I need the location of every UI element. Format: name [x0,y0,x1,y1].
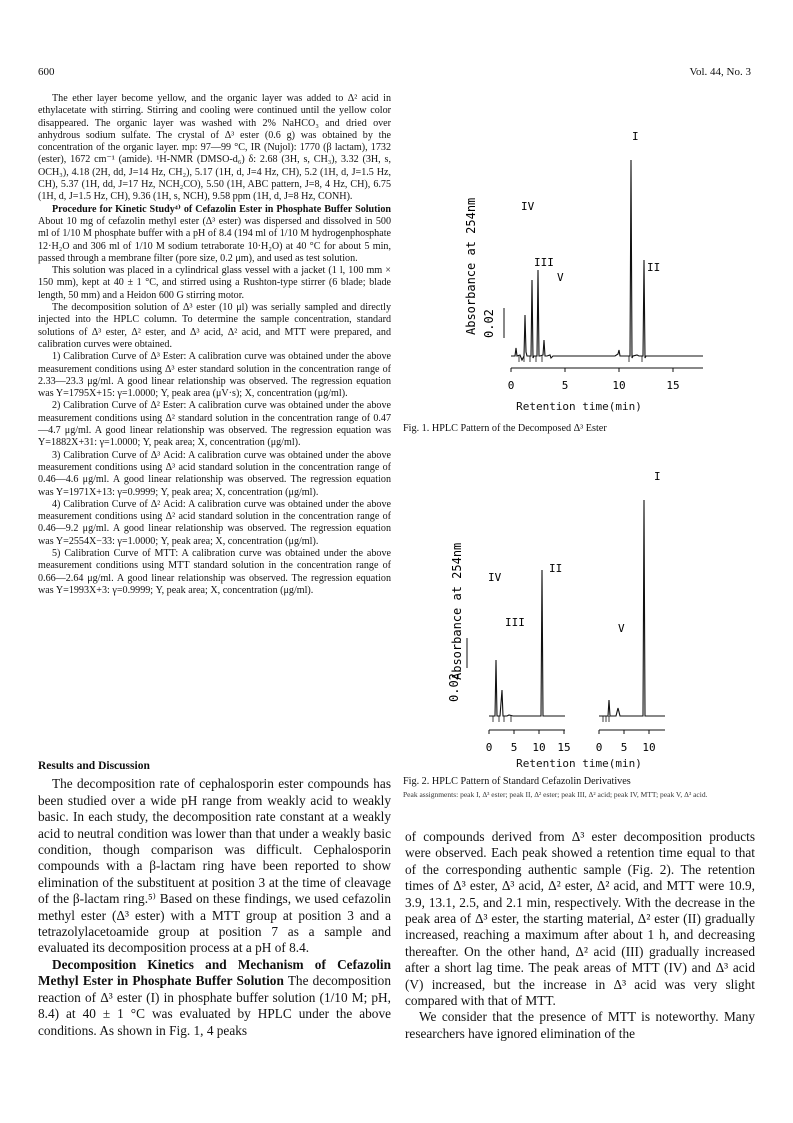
baseline-marks [493,716,609,722]
section-heading: Results and Discussion [38,760,150,772]
calibration-item: 3) Calibration Curve of Δ³ Acid: A calibration curve was obtained under the above measurement conditions using Δ³ acid standard solution in the concentration range of 0.46—4.6 μg/ml. A good linear relationship was observed. The regression equation was Y=1971X+13: γ=0.9999; Y, peak area; X, concentration (μg/ml). [38,449,391,498]
left-column-results [38,752,391,1039]
peak-labels [488,470,661,635]
paragraph: The decomposition rate of cephalosporin ester compounds has been studied over a wide pH range from weakly acid to weakly basic. In each study, the decomposition rate constant at a weakly acid to neutral condition was lower than that under a weakly basic condition, though comparison was difficult. Cephalosporin compounds with a β-lactam ring have been reported to show elimination of the substituent at position 3 at the time of cleavage of the β-lactam ring.⁵⁾ Based on these findings, we used cefazolin methyl ester (Δ³ ester) with a MTT group at position 3 and a tetrazolylacetoamide group at position 7 as a sample and evaluated its decomposition process at a pH of 8.4. [38,776,391,956]
page-number: 600 [38,66,55,78]
peak-label-v: V [557,271,564,284]
x-tick-label: 5 [561,379,569,392]
figure-2-note: Peak assignments: peak I, Δ³ ester; peak II, Δ² ester; peak III, Δ² acid; peak IV, MTT; peak V, Δ³ acid. [403,790,708,799]
subheading: Procedure for Kinetic Study⁴⁾ of Cefazolin Ester in Phosphate Buffer Solution [52,203,391,215]
right-column-text [405,829,755,1042]
x-tick-label: 5 [510,741,518,754]
calibration-item: 5) Calibration Curve of MTT: A calibration curve was obtained under the above measurement conditions using MTT standard solution in the concentration range of 0.66—2.64 μg/ml. A good linear relationship was observed. The regression equation was Y=1993X+3: γ=0.9999; Y, peak area; X, concentration (μg/ml). [38,547,391,596]
scale-label: 0.02 [447,673,461,702]
x-tick-label: 10 [642,741,656,754]
paragraph: The ether layer become yellow, and the organic layer was added to Δ² acid in ethylacetate with stirring. Stirring and cooling were continued until the yellow color disappeared. The organic layer was washed with 2% NaHCO₃ and dried over anhydrous sodium sulfate. The crystal of Δ³ ester (0.6 g) was obtained by the concentration of the organic layer. mp: 97—99 °C, IR (Nujol): 1770 (β lactam), 1732 (ester), 1672 cm⁻¹ (amide). ¹H-NMR (DMSO-d₆) δ: 2.68 (3H, s, CH₃), 3.32 (3H, s, OCH₃), 4.18 (2H, dd, J=14 Hz, CH₂), 5.17 (1H, d, J=4 Hz, CH), 5.2 (1H, d, J=1.5 Hz, CH), 5.37 (1H, dd, J=17 Hz, NCH₂CO), 5.50 (1H, ABC pattern, J=8, 4 Hz, CH), 6.75 (1H, d, J=1.5 Hz, CH), 9.36 (1H, s, NCH), 9.58 ppm (1H, d, J=8 Hz, CONH). [38,93,391,203]
subheading: Decomposition Kinetics and Mechanism of Cefazolin Methyl Ester in Phosphate Buffer Solution [38,956,391,989]
scale-label: 0.02 [482,309,496,338]
peak-label-ii: II [549,562,563,575]
peak-label-iii: III [505,616,525,629]
peak-label-ii: II [647,261,661,274]
peak-label-iii: III [534,256,554,269]
paragraph: The decomposition reaction of Δ³ ester (I) in phosphate buffer solution (1/10 M; pH, 8.4) at 40 ± 1 °C was evaluated by HPLC under the above conditions. As shown in Fig. 1, 4 peaks [38,973,391,1038]
figure-2-chromatogram [403,460,755,760]
journal-volume: Vol. 44, No. 3 [689,66,751,78]
x-axis-label: Retention time(min) [516,757,642,770]
x-tick-label: 5 [620,741,628,754]
x-tick-label: 0 [595,741,603,754]
trace-standards-a [489,570,565,716]
figure-2-caption [403,776,755,799]
x-tick-label: 0 [485,741,493,754]
x-tick-label: 15 [557,741,571,754]
paragraph: of compounds derived from Δ³ ester decomposition products were observed. Each peak showed a retention time equal to that of the corresponding authentic sample (Fig. 2). The retention times of Δ³ ester, Δ³ acid, Δ² ester, Δ² acid, and MTT were 10.9, 3.9, 13.1, 2.5, and 2.1 min, respectively. With the decrease in the peak area of Δ³ ester, the starting material, Δ² ester (II) gradually increased, reaching a maximum after about 1 h, and decreasing thereafter. On the other hand, Δ² acid (III) gradually increased after a short lag time. The peak areas of MTT (IV) and Δ³ acid (V) increased, but the increase in Δ³ acid was very slight compared with that of MTT. [405,829,755,1009]
x-tick-label: 0 [507,379,515,392]
y-axis-label: Absorbance at 254nm [450,542,464,680]
calibration-item: 2) Calibration Curve of Δ² Ester: A calibration curve was obtained under the above measurement conditions using Δ² standard solution in the concentration range of 0.47—4.7 μg/ml. A good linear relationship was observed. The regression equation was Y=1882X+31: γ=1.0000; Y, peak area; X, concentration (μg/ml). [38,400,391,449]
paragraph: We consider that the presence of MTT is noteworthy. Many researchers have ignored elimination of the [405,1009,755,1041]
calibration-item: 1) Calibration Curve of Δ³ Ester: A calibration curve was obtained under the above measurement conditions using Δ³ ester standard solution in the concentration range of 2.33—23.3 μg/ml. A good linear relationship was observed. The regression equation was Y=1795X+15: γ=1.0000; Y, peak area (μV·s); X, concentration (μg/ml). [38,351,391,400]
figure-1-chromatogram [403,100,755,400]
peak-label-iv: IV [488,571,502,584]
peak-label-i: I [654,470,661,483]
peak-label-iv: IV [521,200,535,213]
figure-2-title: Fig. 2. HPLC Pattern of Standard Cefazolin Derivatives [403,776,631,787]
x-axis-label: Retention time(min) [516,400,642,413]
paragraph: About 10 mg of cefazolin methyl ester (Δ³ ester) was dispersed and dissolved in 500 ml of 1/10 M phosphate buffer with a pH of 8.4 (194 ml of 1/10 M hydrogenphosphate 12·H₂O and 306 ml of 1/10 M sodium tetraborate 10·H₂O) at 40 °C for about 5 min, passed through a membrane filter (pore size, 0.2 μm), and used as test solution. [38,215,391,264]
y-axis-label: Absorbance at 254nm [464,197,478,335]
x-tick-label: 10 [612,379,626,392]
paragraph: The decomposition solution of Δ³ ester (10 μl) was serially sampled and directly injected into the HPLC column. To determine the sample concentration, standard solutions of Δ³ ester, Δ² ester, and Δ³ acid, Δ² acid, and MTT were prepared, and calibration curves were obtained. [38,302,391,350]
trace-standards-b [599,500,665,716]
figure-1-caption: Fig. 1. HPLC Pattern of the Decomposed Δ³ Ester [403,423,607,434]
paragraph: This solution was placed in a cylindrical glass vessel with a jacket (1 l, 100 mm × 150 mm), kept at 40 ± 1 °C, and stirred using a Rushton-type stirrer (6 blade; blade length, 50 mm) and a Heidon 600 G stirring motor. [38,265,391,301]
x-tick-label: 15 [666,379,680,392]
x-tick-label: 10 [532,741,546,754]
peak-label-i: I [632,130,639,143]
calibration-item: 4) Calibration Curve of Δ² Acid: A calibration curve was obtained under the above measurement conditions using Δ² acid standard solution in the concentration range of 0.46—9.2 μg/ml. A good linear relationship was observed. The regression equation was Y=2554X−33: γ=1.0000; Y, peak area; X, concentration (μg/ml). [38,498,391,547]
peak-label-v: V [618,622,625,635]
peak-labels [521,130,660,284]
baseline-marks [519,356,642,362]
left-column-experimental [38,93,391,597]
